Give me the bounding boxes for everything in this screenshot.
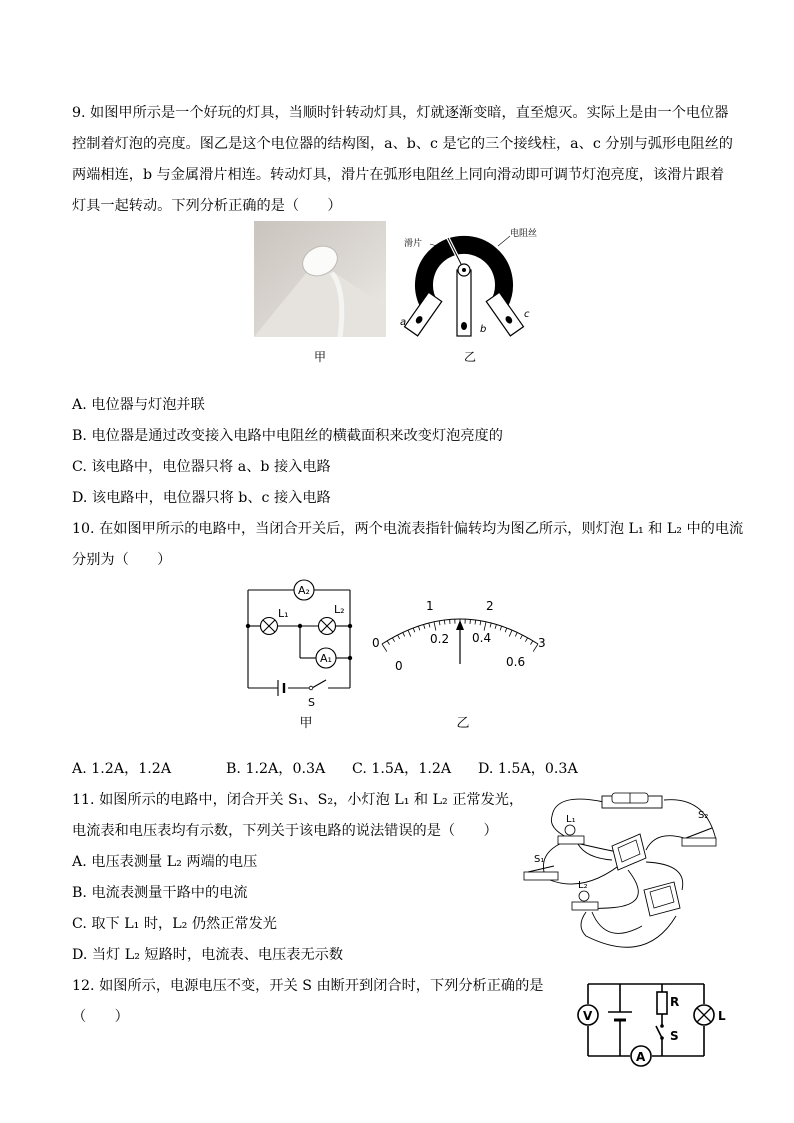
dial-tick [424,624,425,628]
dial-tick [444,620,445,624]
q11-option-b[interactable]: B. 电流表测量干路中的电流 [72,885,248,901]
dial-label-top-3: 3 [538,636,546,650]
q9-option-c[interactable]: C. 该电路中，电位器只将 a、b 接入电路 [72,459,331,475]
dial-tick [392,638,394,642]
dial-tick [382,644,387,652]
dial-label-bot-02: 0.2 [430,632,450,646]
q11-label-s2: S₂ [698,810,709,821]
label-a2: A₂ [298,584,310,597]
q10-circuit-diagram [238,576,366,716]
dial-label-bot-0: 0 [395,659,403,673]
q11-label-l2: L₂ [578,880,588,891]
dial-tick [439,621,440,625]
dial-tick [398,635,400,639]
q12-stem-line: 12. 如图所示，电源电压不变，开关 S 由断开到闭合时，下列分析正确的是 [72,978,544,994]
q10-option-d[interactable]: D. 1.5A，0.3A [478,761,578,777]
q9-stem-line: 9. 如图甲所示是一个好玩的灯具，当顺时针转动灯具，灯就逐渐变暗，直至熄灭。实际上是由一个电位器 [72,105,729,121]
label-a1: A₁ [320,652,332,665]
dial-tick [403,632,405,636]
dial-label-top-0: 0 [372,636,380,650]
dial-tick [525,638,527,642]
q9-stem-line: 两端相连，b 与金属滑片相连。转动灯具，滑片在弧形电阻丝上同向滑动即可调节灯泡亮度，该滑片跟着 [72,167,725,183]
pot-label-slider: 滑片 [404,239,423,249]
dial-tick [413,628,415,632]
dial-label-top-2: 2 [486,599,494,613]
dial-label-bot-06: 0.6 [506,655,526,669]
q11-option-c[interactable]: C. 取下 L₁ 时，L₂ 仍然正常发光 [72,916,277,932]
dial-tick [530,641,532,645]
pot-label-b: b [480,324,487,335]
dial-tick [515,632,517,636]
potentiometer-diagram [398,222,548,344]
fig-label-jia: 甲 [313,350,326,364]
q11-label-l1: L₁ [566,814,576,825]
q12-label-s: S [670,1029,679,1043]
q9-option-d[interactable]: D. 该电路中，电位器只将 b、c 接入电路 [72,490,331,506]
q11-option-a[interactable]: A. 电压表测量 L₂ 两端的电压 [72,854,258,870]
fig-label-jia: 甲 [299,716,313,731]
q12-label-l: L [718,1009,726,1023]
pot-label-a: a [400,317,407,328]
q10-option-c[interactable]: C. 1.5A，1.2A [352,761,452,777]
dial-tick [509,630,512,636]
dial-tick [495,624,496,628]
q12-label-a: A [636,1050,646,1064]
fig-label-yi: 乙 [456,716,470,731]
q10-stem-line: 10. 在如图甲所示的电路中，当闭合开关后，两个电流表指针偏转均为图乙所示，则灯泡 L₁ 和 L₂ 中的电流 [72,521,744,537]
q9-option-b[interactable]: B. 电位器是通过改变接入电路中电阻丝的横截面积来改变灯泡亮度的 [72,428,503,444]
q12-stem-line: （ ） [72,1009,129,1025]
fig-label-yi: 乙 [463,350,476,364]
q9-stem-line: 灯具一起转动。下列分析正确的是（ ） [72,198,342,214]
pot-label-wire: 电阻丝 [510,229,538,239]
q11-stem-line: 11. 如图所示的电路中，闭合开关 S₁、S₂，小灯泡 L₁ 和 L₂ 正常发光， [72,792,524,808]
dial-tick [434,622,436,631]
q9-option-a[interactable]: A. 电位器与灯泡并联 [72,397,205,413]
q10-option-a[interactable]: A. 1.2A，1.2A [72,761,172,777]
dial-tick [480,621,481,625]
dial-label-bot-04: 0.4 [472,631,492,645]
q10-stem-line: 分别为（ ） [72,552,172,568]
q12-label-r: R [670,995,680,1009]
dial-tick [500,626,501,630]
label-l2: L₂ [334,603,345,616]
dial-tick [418,626,419,630]
q11-option-d[interactable]: D. 当灯 L₂ 短路时，电流表、电压表无示数 [72,947,344,963]
dial-tick [429,623,430,627]
label-s: S [308,696,315,709]
dial-tick [484,622,486,631]
pot-label-c: c [524,309,530,320]
q10-option-b[interactable]: B. 1.2A，0.3A [226,761,326,777]
dial-tick [505,628,507,632]
q9-stem-line: 控制着灯泡的亮度。图乙是这个电位器的结构图，a、b、c 是它的三个接线柱，a、c 分别与弧形电阻丝的 [72,136,733,152]
dial-tick [475,620,476,624]
q12-circuit-diagram [570,974,730,1070]
lamp-photo [254,221,386,337]
q12-label-v: V [583,1009,593,1023]
q11-physical-circuit [516,786,726,952]
dial-tick [408,630,411,636]
ammeter-dial [368,596,554,676]
dial-tick [490,623,491,627]
q11-label-s1: S₁ [534,854,545,865]
dial-tick [387,641,389,645]
dial-tick [520,635,522,639]
dial-label-top-1: 1 [426,599,434,613]
label-l1: L₁ [278,607,289,620]
q11-stem-line: 电流表和电压表均有示数，下列关于该电路的说法错误的是（ ） [72,823,498,839]
